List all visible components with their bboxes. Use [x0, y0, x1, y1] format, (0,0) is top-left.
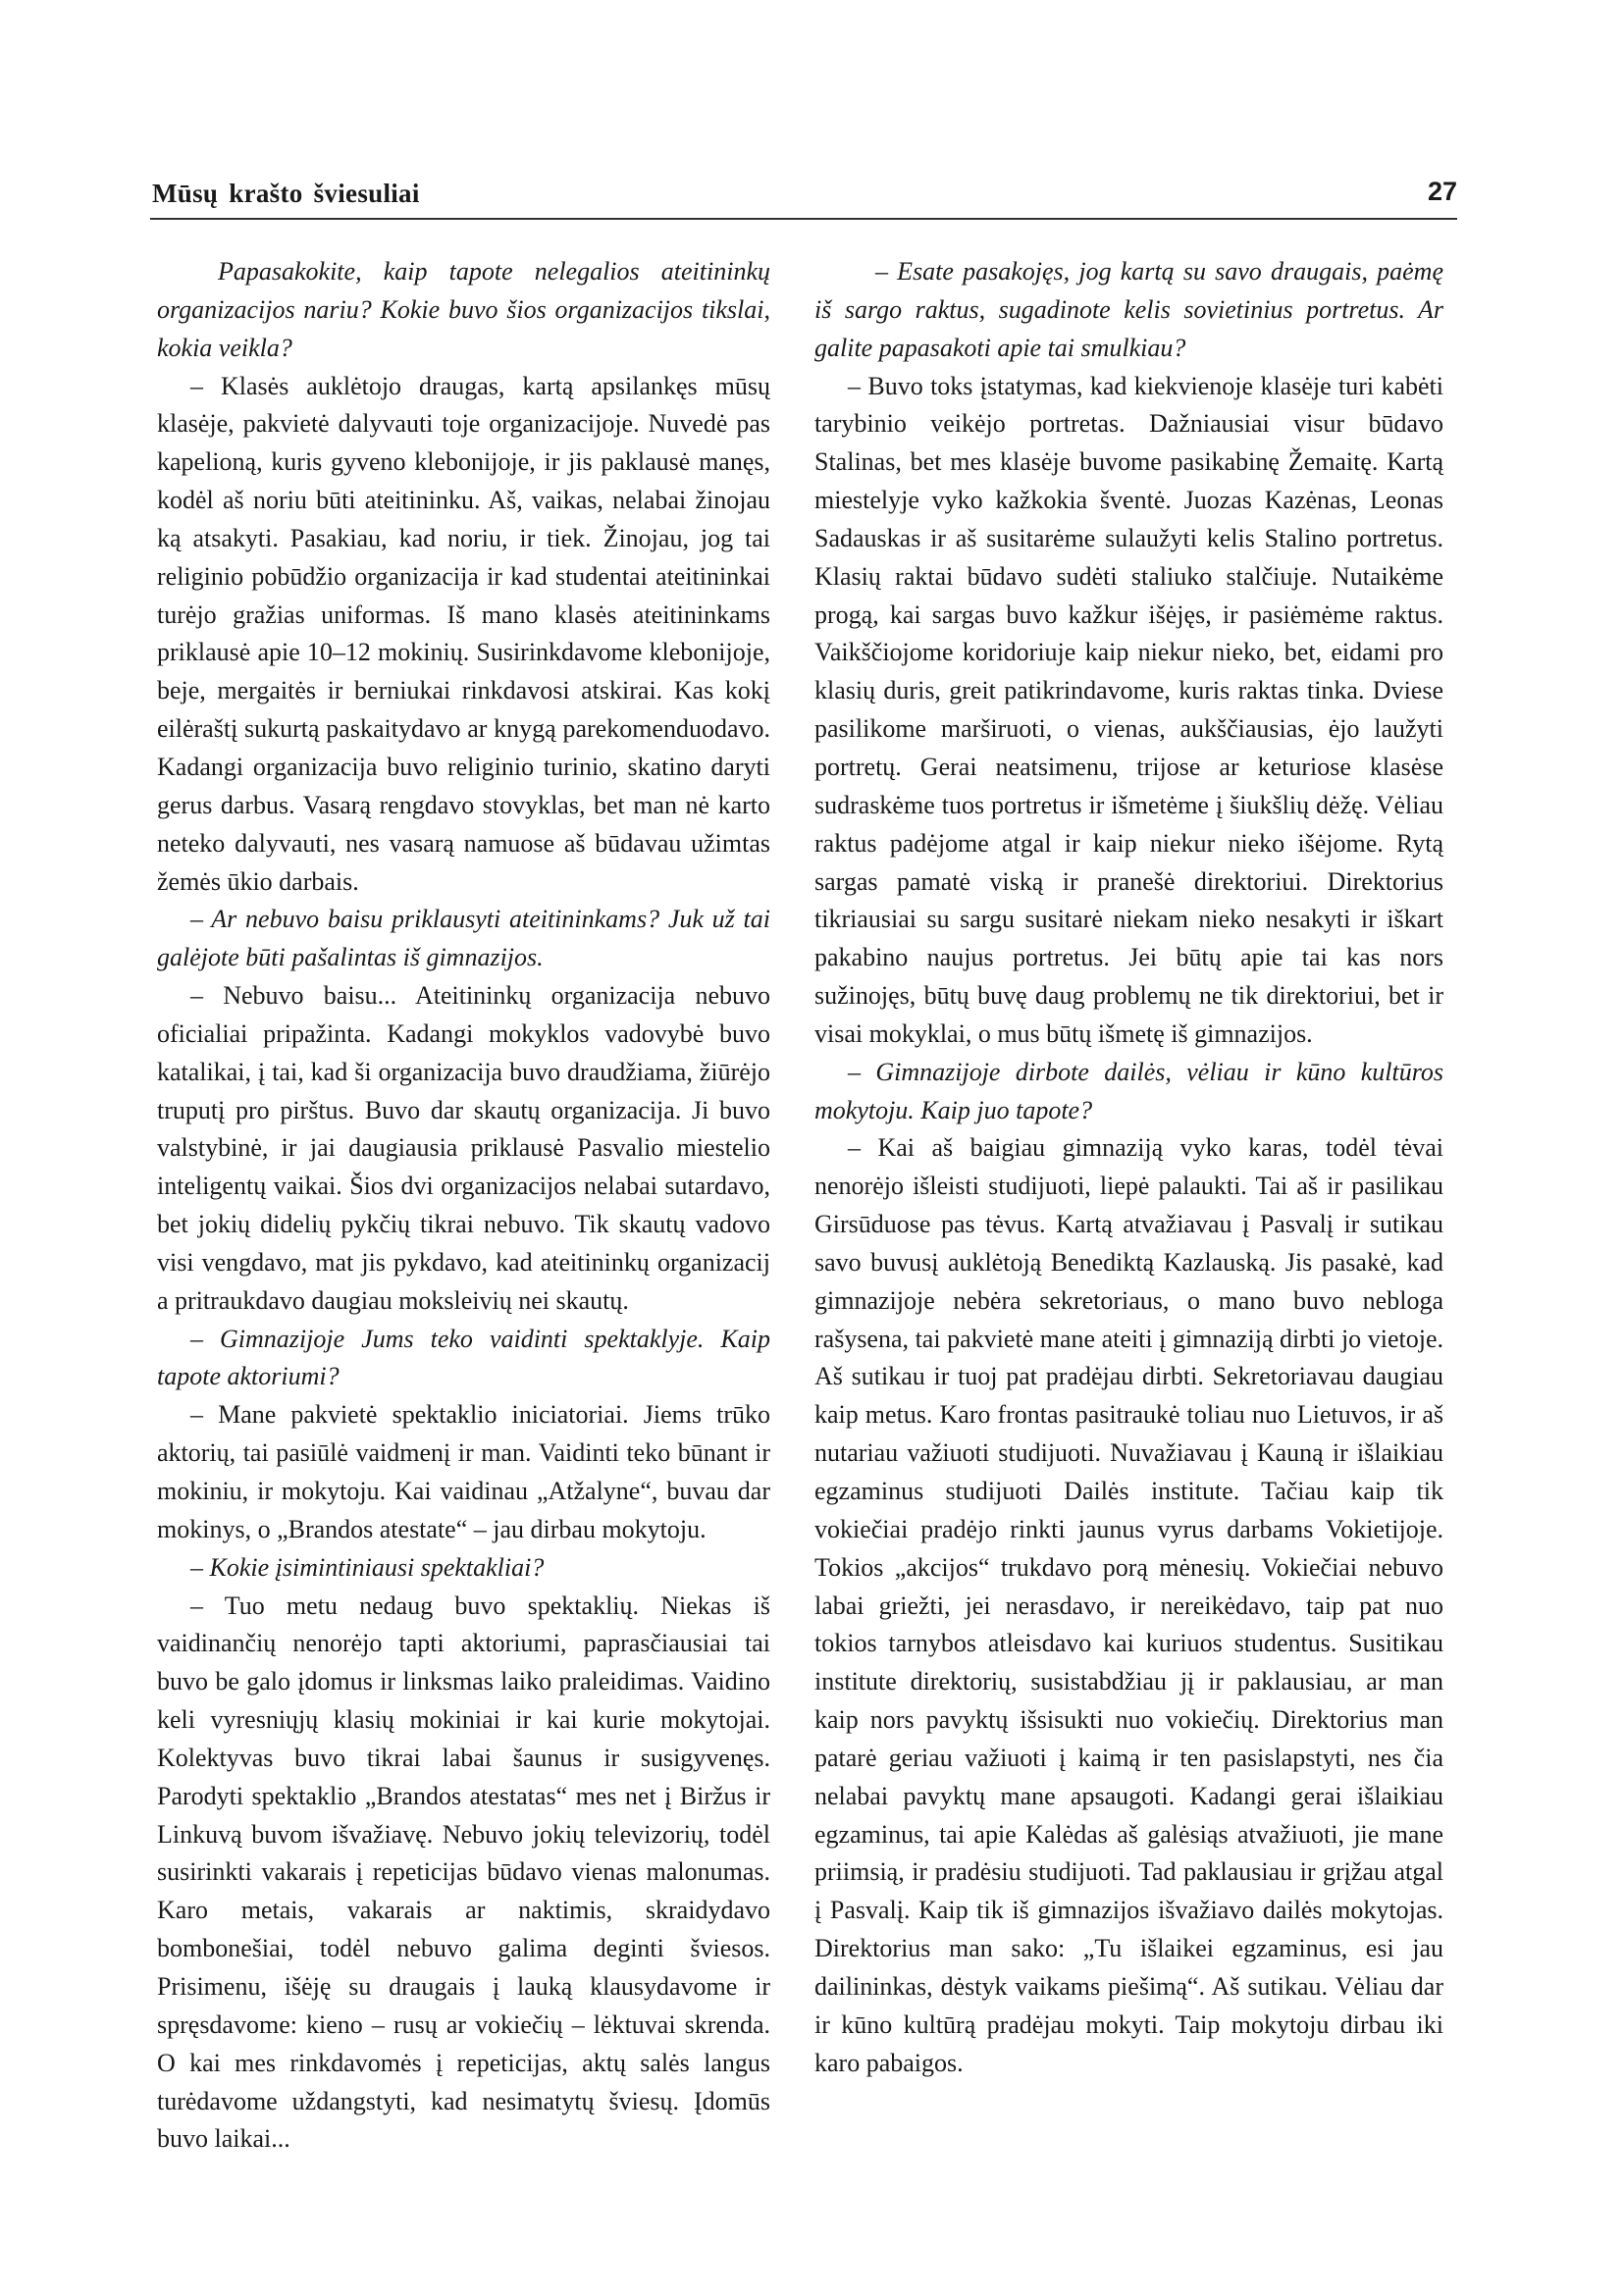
left-column	[157, 253, 770, 2159]
interview-question: Papasakokite, kaip tapote nelegalios ateitininkų organizacijos nariu? Kokie buvo šios organizacijos tikslai, kokia veikla?	[157, 257, 770, 362]
interview-question: – Gimnazijoje dirbote dailės, vėliau ir kūno kultūros mokytoju. Kaip juo tapote?	[814, 1057, 1443, 1124]
section-title: Mūsų krašto šviesuliai	[152, 179, 420, 208]
interview-answer: – Klasės auklėtojo draugas, kartą apsilankęs mūsų klasėje, pakvietė dalyvauti toje organizacijoje. Nuvedė pas kapelioną, kuris gyveno klebonijoje, ir jis paklausė manęs, kodėl aš noriu būti ateitininku. Aš, vaikas, nelabai žinojau ką atsakyti. Pasakiau, kad noriu, ir tiek. Žinojau, jog tai religinio pobūdžio organizacija ir kad studentai ateitininkai turėjo gražias uniformas. Iš mano klasės ateitininkams priklausė apie 10–12 mokinių. Susirinkdavome klebonijoje, beje, mergaitės ir berniukai rinkdavosi atskirai. Kas kokį eilėraštį sukurtą paskaitydavo ar knygą parekomenduodavo. Kadangi organizacija buvo religinio turinio, skatino daryti gerus darbus. Vasarą rengdavo stovyklas, bet man nė karto neteko dalyvauti, nes vasarą namuose aš būdavau užimtas žemės ūkio darbais.	[157, 371, 770, 896]
interview-answer: – Kai aš baigiau gimnaziją vyko karas, todėl tėvai nenorėjo išleisti studijuoti, liepė palaukti. Tai aš ir pasilikau Girsūduose pas tėvus. Kartą atvažiavau į Pasvalį ir sutikau savo buvusį auklėtoją Benediktą Kazlauską. Jis pasakė, kad gimnazijoje nebėra sekretoriaus, o mano buvo nebloga rašysena, tai pakvietė mane ateiti į gimnaziją dirbti jo vietoje. Aš sutikau ir tuoj pat pradėjau dirbti. Sekretoriavau daugiau kaip metus. Karo frontas pasitraukė toliau nuo Lietuvos, ir aš nutariau važiuoti studijuoti. Nuvažiavau į Kauną ir išlaikiau egzaminus studijuoti Dailės institute. Tačiau kaip tik vokiečiai pradėjo rinkti jaunus vyrus darbams Vokietijoje. Tokios „akcijos“ trukdavo porą mėnesių. Vokiečiai nebuvo labai griežti, jei nerasdavo, ir nereikėdavo, taip pat nuo tokios tarnybos atleisdavo kai kuriuos studentus. Susitikau institute direktorių, susistabdžiau jį ir paklausiau, ar man kaip nors pavyktų išsisukti nuo vokiečių. Direktorius man patarė geriau važiuoti į kaimą ir ten pasislapstyti, nes čia nelabai pavyktų mane apsaugoti. Kadangi gerai išlaikiau egzaminus, tai apie Kalėdas aš galėsiąs atvažiuoti, jie mane priimsią, ir pradėsiu studijuoti. Tad paklausiau ir grįžau atgal į Pasvalį. Kaip tik iš gimnazijos išvažiavo dailės mokytojas. Direktorius man sako: „Tu išlaikei egzaminus, esi jau dailininkas, dėstyk vaikams piešimą“. Aš sutikau. Vėliau dar ir kūno kultūrą pradėjau mokyti. Taip mokytoju dirbau iki karo pabaigos.	[814, 1133, 1443, 2077]
interview-answer: – Mane pakvietė spektaklio iniciatoriai. Jiems trūko aktorių, tai pasiūlė vaidmenį ir man. Vaidinti teko būnant ir mokiniu, ir mokytoju. Kai vaidinau „Atžalyne“, buvau dar mokinys, o „Brandos atestate“ – jau dirbau mokytoju.	[157, 1400, 770, 1543]
interview-question: – Kokie įsimintiniausi spektakliai?	[190, 1552, 545, 1582]
right-column	[814, 253, 1443, 2083]
header-rule	[150, 218, 1457, 220]
interview-question: – Esate pasakojęs, jog kartą su savo draugais, paėmę iš sargo raktus, sugadinote kelis sovietinius portretus. Ar galite papasakoti apie tai smulkiau?	[814, 257, 1443, 362]
page-number: 27	[1427, 177, 1457, 206]
interview-question: – Ar nebuvo baisu priklausyti ateitininkams? Juk už tai galėjote būti pašalintas iš gimnazijos.	[157, 905, 770, 972]
interview-answer: – Tuo metu nedaug buvo spektaklių. Niekas iš vaidinančių nenorėjo tapti aktoriumi, paprasčiausiai tai buvo be galo įdomus ir linksmas laiko praleidimas. Vaidino keli vyresniųjų klasių mokiniai ir kai kurie mokytojai. Kolektyvas buvo tikrai labai šaunus ir susigyvenęs. Parodyti spektaklio „Brandos atestatas“ mes net į Biržus ir Linkuvą buvom išvažiavę. Nebuvo jokių televizorių, todėl susirinkti vakarais į repeticijas būdavo vienas malonumas. Karo metais, vakarais ar naktimis, skraidydavo bombonešiai, todėl nebuvo galima deginti šviesos. Prisimenu, išėję su draugais į lauką klausydavome ir spręsdavome: kieno – rusų ar vokiečių – lėktuvai skrenda. O kai mes rinkdavomės į repeticijas, aktų salės langus turėdavome uždangstyti, kad nesimatytų šviesų. Įdomūs buvo laikai...	[157, 1591, 770, 2154]
interview-answer: – Nebuvo baisu... Ateitininkų organizacija nebuvo oficialiai pripažinta. Kadangi mokyklos vadovybė buvo katalikai, į tai, kad ši organizacija buvo draudžiama, žiūrėjo truputį pro pirštus. Buvo dar skautų organizacija. Ji buvo valstybinė, ir jai daugiausia priklausė Pasvalio miestelio inteligentų vaikai. Šios dvi organizacijos nelabai sutardavo, bet jokių didelių pykčių tikrai nebuvo. Tik skautų vadovo visi vengdavo, mat jis pykdavo, kad ateitininkų organizacij a pritraukdavo daugiau moksleivių nei skautų.	[157, 981, 770, 1315]
interview-question: – Gimnazijoje Jums teko vaidinti spektaklyje. Kaip tapote aktoriumi?	[157, 1324, 770, 1391]
running-header	[152, 173, 1457, 212]
interview-answer: – Buvo toks įstatymas, kad kiekvienoje klasėje turi kabėti tarybinio veikėjo portretas. Dažniausiai visur būdavo Stalinas, bet mes klasėje buvome pasikabinę Žemaitę. Kartą miestelyje vyko kažkokia šventė. Juozas Kazėnas, Leonas Sadauskas ir aš susitarėme sulaužyti kelis Stalino portretus. Klasių raktai būdavo sudėti staliuko stalčiuje. Nutaikėme progą, kai sargas buvo kažkur išėjęs, ir pasiėmėme raktus. Vaikščiojome koridoriuje kaip niekur nieko, bet, eidami pro klasių duris, greit patikrindavome, kuris raktas tinka. Dviese pasilikome marširuoti, o vienas, aukščiausias, ėjo laužyti portretų. Gerai neatsimenu, trijose ar keturiose klasėse sudraskėme tuos portretus ir išmetėme į šiukšlių dėžę. Vėliau raktus padėjome atgal ir kaip niekur nieko išėjome. Rytą sargas pamatė viską ir pranešė direktoriui. Direktorius tikriausiai su sargu susitarė niekam nieko nesakyti ir iškart pakabino naujus portretus. Jei būtų apie tai kas nors sužinojęs, būtų buvę daug problemų ne tik direktoriui, bet ir visai mokyklai, o mus būtų išmetę iš gimnazijos.	[814, 371, 1443, 1048]
